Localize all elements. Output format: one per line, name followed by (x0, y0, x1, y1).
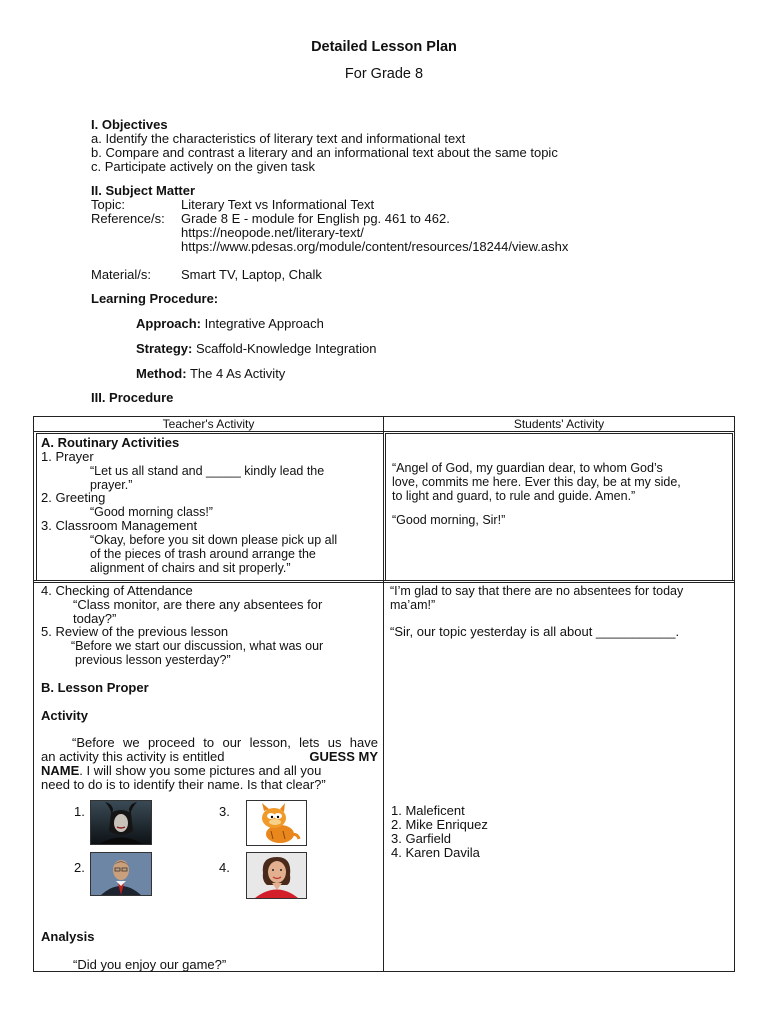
reference-label: Reference/s: (91, 211, 165, 226)
strategy-value: Scaffold-Knowledge Integration (195, 341, 377, 356)
materials-value: Smart TV, Laptop, Chalk (181, 267, 322, 282)
activity-heading: Activity (41, 708, 88, 723)
student-greeting: “Good morning, Sir!” (392, 513, 506, 527)
page-subtitle: For Grade 8 (344, 66, 424, 82)
picture-number: 2. (74, 860, 85, 875)
picture-3 (246, 800, 307, 846)
management-quote: “Okay, before you sit down please pick up all (90, 533, 338, 547)
prayer-label: 1. Prayer (41, 449, 94, 464)
attendance-label: 4. Checking of Attendance (41, 583, 193, 598)
management-label: 3. Classroom Management (41, 518, 198, 533)
student-attendance-response: “I’m glad to say that there are no absentees for today (390, 584, 684, 598)
review-label: 5. Review of the previous lesson (41, 624, 229, 639)
activity-text-1: “Before we proceed to our lesson, lets us have (72, 735, 378, 750)
picture-1 (90, 800, 152, 845)
objectives-heading: I. Objectives (91, 117, 168, 132)
attendance-quote: “Class monitor, are there any absentees for (73, 597, 323, 612)
strategy-label: Strategy: (136, 341, 193, 356)
strategy-line (136, 342, 376, 356)
approach-value: Integrative Approach (204, 316, 324, 331)
subject-matter-heading: II. Subject Matter (91, 183, 196, 198)
activity-text-3b: . I will show you some pictures and all you (79, 763, 322, 778)
topic-value: Literary Text vs Informational Text (181, 197, 375, 212)
attendance-quote: today?” (73, 611, 117, 626)
table-inner-line (36, 433, 384, 434)
table-inner-line (36, 433, 37, 580)
student-attendance-response: ma’am!” (390, 598, 436, 612)
activity-text-line (41, 750, 378, 764)
method-label: Method: (136, 366, 187, 381)
topic-label: Topic: (91, 197, 125, 212)
reference-item: https://www.pdesas.org/module/content/resources/18244/view.ashx (181, 239, 569, 254)
table-border-left (33, 416, 34, 972)
routinary-heading: A. Routinary Activities (41, 435, 180, 450)
objective-item: c. Participate actively on the given task (91, 159, 316, 174)
review-quote: previous lesson yesterday?” (75, 653, 231, 667)
table-inner-line (385, 433, 733, 434)
materials-label: Material/s: (91, 267, 151, 282)
activity-title-part: NAME (41, 763, 80, 778)
reference-item: https://neopode.net/literary-text/ (181, 225, 364, 240)
column-header-teacher: Teacher's Activity (162, 417, 255, 431)
table-row-divider (33, 580, 735, 581)
student-prayer: love, commits me here. Ever this day, be at my side, (392, 475, 681, 489)
student-prayer: “Angel of God, my guardian dear, to whom God’s (392, 461, 663, 475)
activity-text-4: need to do is to identify their name. Is that clear?” (41, 777, 326, 792)
table-inner-line (732, 433, 733, 580)
review-quote: “Before we start our discussion, what was our (71, 639, 324, 653)
prayer-quote: prayer.” (90, 478, 133, 492)
approach-label: Approach: (136, 316, 201, 331)
management-quote: alignment of chairs and sit properly.” (90, 561, 291, 575)
answer-item: 2. Mike Enriquez (391, 817, 488, 832)
table-inner-line (385, 433, 386, 580)
learning-procedure-heading: Learning Procedure: (91, 291, 219, 306)
student-prayer: to light and guard, to rule and guide. Amen.” (392, 489, 636, 503)
objective-item: a. Identify the characteristics of literary text and informational text (91, 131, 466, 146)
lesson-proper-heading: B. Lesson Proper (41, 680, 149, 695)
procedure-heading: III. Procedure (91, 390, 174, 405)
approach-line (136, 317, 324, 331)
activity-text-line (41, 764, 378, 778)
activity-title-part: GUESS MY (309, 749, 378, 764)
student-review-response: “Sir, our topic yesterday is all about ___________. (390, 624, 680, 639)
method-value: The 4 As Activity (189, 366, 286, 381)
objective-item: b. Compare and contrast a literary and an informational text about the same topic (91, 145, 558, 160)
activity-text-2a: an activity this activity is entitled (41, 749, 225, 764)
answer-item: 4. Karen Davila (391, 845, 480, 860)
analysis-quote: “Did you enjoy our game?” (73, 957, 227, 972)
picture-4 (246, 852, 307, 899)
greeting-label: 2. Greeting (41, 490, 106, 505)
table-column-divider (383, 416, 384, 972)
column-header-students: Students' Activity (513, 417, 605, 431)
page-title: Detailed Lesson Plan (311, 39, 457, 55)
table-border-right (734, 416, 735, 972)
management-quote: of the pieces of trash around arrange the (90, 547, 316, 561)
picture-2 (90, 852, 152, 896)
table-header-divider (33, 431, 735, 432)
answer-item: 1. Maleficent (391, 803, 465, 818)
reference-item: Grade 8 E - module for English pg. 461 to 462. (181, 211, 450, 226)
activity-text-line (72, 736, 378, 750)
picture-number: 4. (219, 860, 230, 875)
picture-number: 3. (219, 804, 230, 819)
prayer-quote: “Let us all stand and _____ kindly lead the (90, 464, 325, 478)
method-line (136, 367, 285, 381)
analysis-heading: Analysis (41, 929, 95, 944)
answer-item: 3. Garfield (391, 831, 451, 846)
picture-number: 1. (74, 804, 85, 819)
greeting-quote: “Good morning class!” (90, 505, 213, 519)
